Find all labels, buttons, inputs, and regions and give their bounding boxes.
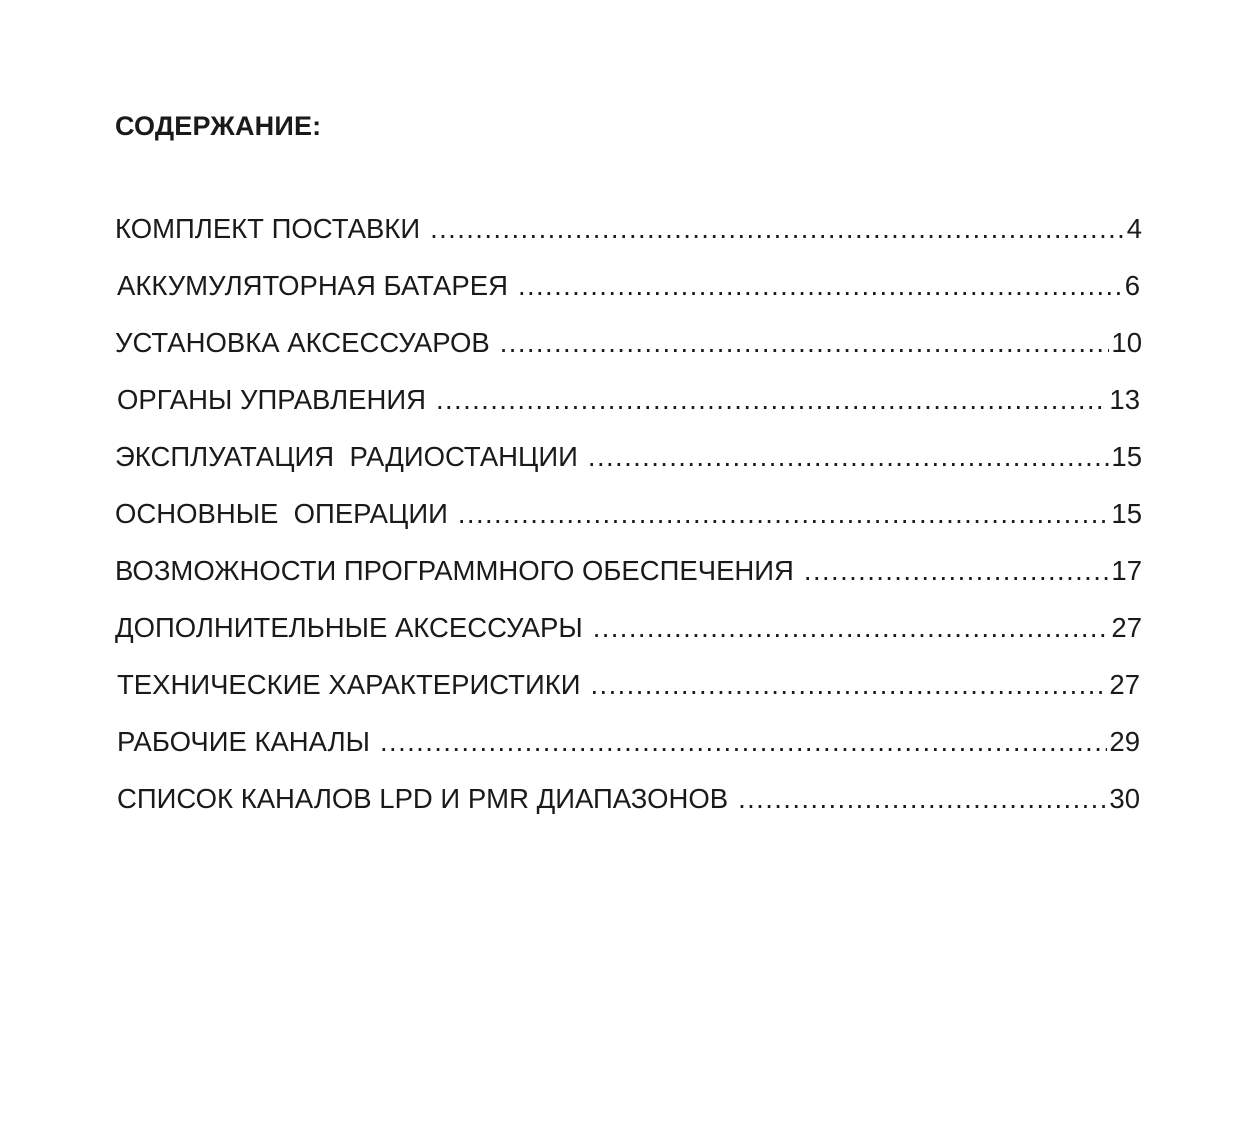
toc-entry[interactable] (115, 206, 1142, 263)
toc-entry-title: ОРГАНЫ УПРАВЛЕНИЯ (117, 384, 426, 415)
toc-entry[interactable] (115, 662, 1140, 719)
toc-entry-page: 27 (1109, 669, 1140, 700)
toc-dot-leader (804, 548, 1110, 594)
toc-dot-leader (458, 491, 1110, 537)
toc-dot-leader (436, 377, 1107, 423)
toc-entry-page: 15 (1111, 498, 1142, 529)
toc-entry-title: ЭКСПЛУАТАЦИЯ РАДИОСТАНЦИИ (115, 441, 578, 472)
toc-dot-leader (593, 605, 1110, 651)
toc-heading: СОДЕРЖАНИЕ: (115, 111, 322, 141)
toc-entry-page: 10 (1111, 327, 1142, 358)
toc-dot-leader (500, 320, 1110, 366)
toc-entry-page: 27 (1111, 612, 1142, 643)
toc-entry-title: АККУМУЛЯТОРНАЯ БАТАРЕЯ (117, 270, 508, 301)
toc-dot-leader (380, 719, 1107, 765)
toc-dot-leader (518, 263, 1123, 309)
toc-entry-title: ОСНОВНЫЕ ОПЕРАЦИИ (115, 498, 448, 529)
toc-entry-page: 30 (1109, 783, 1140, 814)
toc-entry-page: 6 (1124, 270, 1140, 301)
toc-dot-leader (591, 662, 1108, 708)
toc-entry[interactable] (115, 776, 1140, 833)
toc-entry[interactable] (115, 719, 1140, 776)
toc-entry-page: 15 (1111, 441, 1142, 472)
toc-list (115, 206, 1142, 833)
toc-dot-leader (588, 434, 1110, 480)
toc-entry-page: 17 (1111, 555, 1142, 586)
toc-entry-title: ВОЗМОЖНОСТИ ПРОГРАММНОГО ОБЕСПЕЧЕНИЯ (115, 555, 794, 586)
toc-entry-page: 29 (1109, 726, 1140, 757)
toc-entry-title: СПИСОК КАНАЛОВ LPD И PMR ДИАПАЗОНОВ (117, 783, 729, 814)
toc-entry[interactable] (115, 548, 1142, 605)
toc-dot-leader (430, 206, 1125, 252)
toc-entry-page: 4 (1126, 213, 1142, 244)
toc-entry[interactable] (115, 263, 1140, 320)
toc-dot-leader (738, 776, 1107, 822)
toc-entry[interactable] (115, 605, 1142, 662)
toc-entry-page: 13 (1109, 384, 1140, 415)
toc-entry-title: КОМПЛЕКТ ПОСТАВКИ (115, 213, 421, 244)
toc-entry[interactable] (115, 320, 1142, 377)
toc-entry[interactable] (115, 377, 1140, 434)
toc-entry-title: ДОПОЛНИТЕЛЬНЫЕ АКСЕССУАРЫ (115, 612, 583, 643)
toc-entry-title: ТЕХНИЧЕСКИЕ ХАРАКТЕРИСТИКИ (117, 669, 581, 700)
toc-entry-title: УСТАНОВКА АКСЕССУАРОВ (115, 327, 490, 358)
toc-entry-title: РАБОЧИЕ КАНАЛЫ (117, 726, 371, 757)
toc-entry[interactable] (115, 491, 1142, 548)
toc-entry[interactable] (115, 434, 1142, 491)
